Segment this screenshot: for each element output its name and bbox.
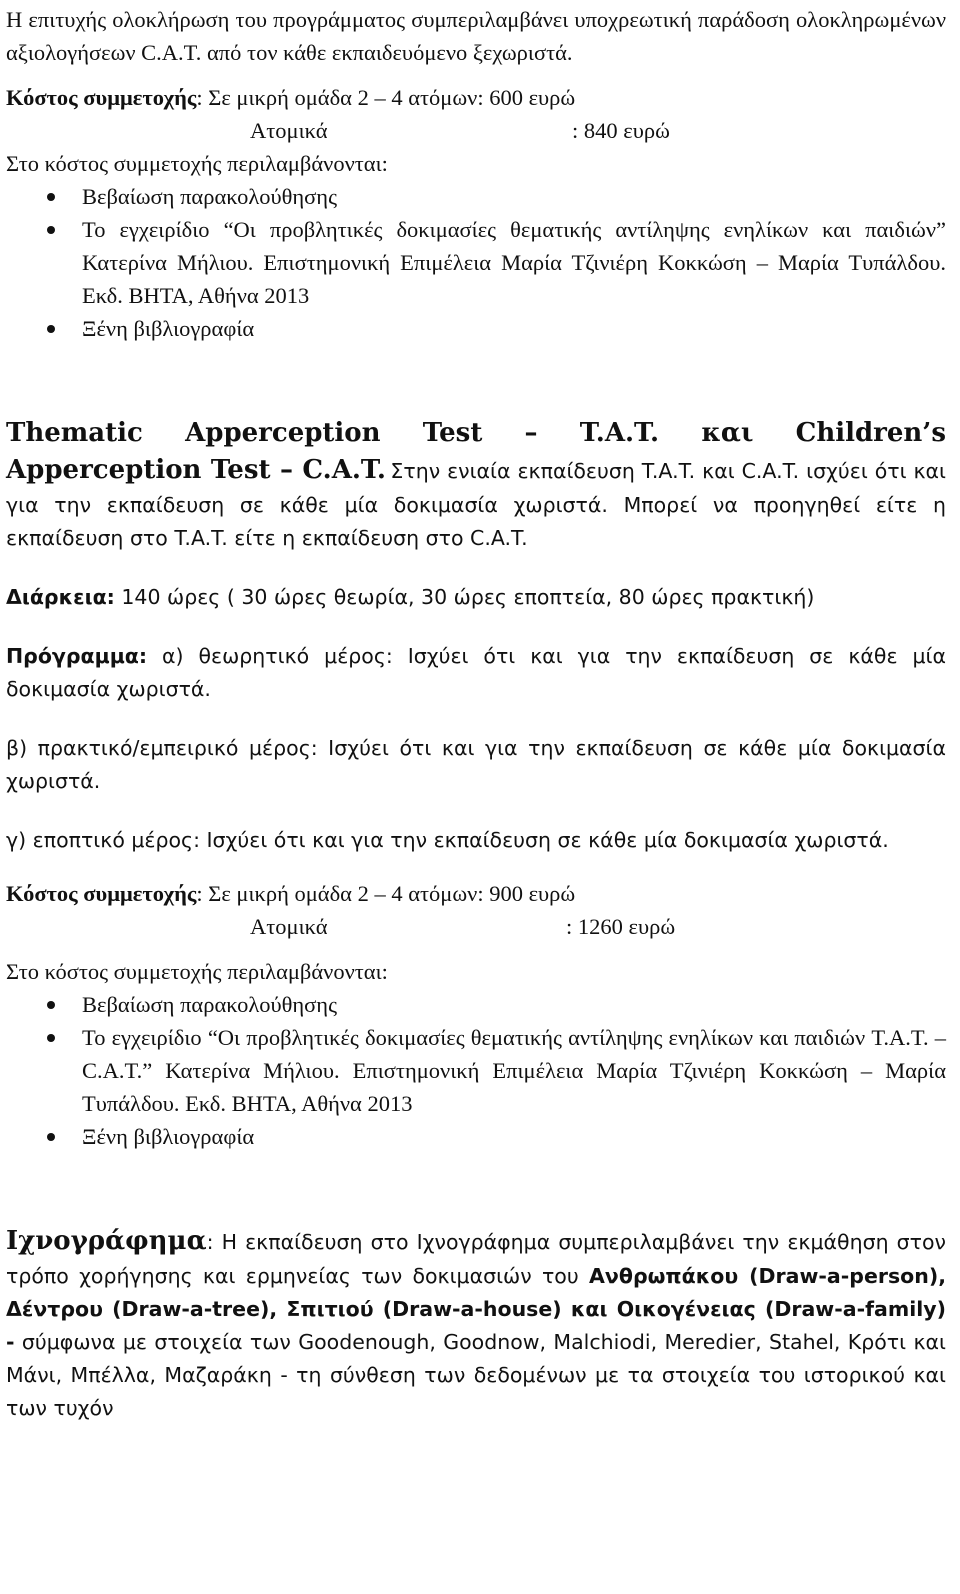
cost-individual-line [6, 114, 946, 147]
cost-group-text: : Σε μικρή ομάδα 2 – 4 ατόμων: 600 ευρώ [196, 85, 576, 110]
ichnografima-tests: Ανθρωπάκου (Draw-a-person), Δέντρου (Draw-a-tree), Σπιτιού (Draw-a-house) και Οικογένειας (Draw-a-family) - [6, 1264, 946, 1354]
ichnografima-text-2: σύμφωνα με στοιχεία των Goodenough, Goodnow, Malchiodi, Meredier, Stahel, Κρότι και Μάνι, Μπέλλα, Μαζαράκη - τη σύνθεση των δεδομένων με τα στοιχεία του ιστορικού και των τυχόν [6, 1330, 946, 1420]
intro-paragraph [6, 0, 946, 69]
list-item: Το εγχειρίδιο “Οι προβλητικές δοκιμασίες θεματικής αντίληψης ενηλίκων και παιδιών T.A.T. – C.A.T.” Κατερίνα Μήλιου. Επιστημονική Επιμέλεια Μαρία Τζινιέρη Κοκκώση – Μαρία Τυπάλδου. Εκδ. ΒΗΤΑ, Αθήνα 2013 [6, 1021, 946, 1120]
cost-individual-value: : 1260 ευρώ [566, 914, 676, 939]
program-b [6, 732, 946, 798]
tat-cat-heading: Thematic Apperception Test – T.A.T. και Children’s Apperception Test – C.A.T. [6, 418, 946, 485]
intro-text: Η επιτυχής ολοκλήρωση του προγράμματος συμπεριλαμβάνει υποχρεωτική παράδοση ολοκληρωμένων αξιολογήσεων C.A.T. από τον κάθε εκπαιδευόμενο ξεχωριστά. [6, 7, 946, 65]
cost-individual-label: Ατομικά [250, 914, 328, 939]
tat-cat-text: Στην ενιαία εκπαίδευση T.A.T. και C.A.T. ισχύει ότι και για την εκπαίδευση σε κάθε μία δοκιμασία χωριστά. Μπορεί να προηγηθεί είτε η εκπαίδευση στο T.A.T. είτε η εκπαίδευση στο C.A.T. [6, 459, 946, 550]
cost-group-text: : Σε μικρή ομάδα 2 – 4 ατόμων: 900 ευρώ [196, 881, 576, 906]
list-item: Ξένη βιβλιογραφία [6, 1120, 946, 1153]
ichnografima-label: Ιχνογράφημα [6, 1226, 207, 1256]
duration-text: 140 ώρες ( 30 ώρες θεωρία, 30 ώρες εποπτεία, 80 ώρες πρακτική) [121, 585, 815, 609]
program-a-text: α) θεωρητικό μέρος: Ισχύει ότι και για την εκπαίδευση σε κάθε μία δοκιμασία χωριστά. [6, 644, 946, 701]
program-c [6, 824, 946, 857]
ichnografima-text-1: : Η εκπαίδευση στο Ιχνογράφημα συμπεριλαμβάνει την εκμάθηση στον τρόπο χορήγησης και ερμηνείας των δοκιμασιών του [6, 1230, 946, 1288]
cost-section-2 [6, 877, 946, 1153]
program-a [6, 640, 946, 706]
list-item: Βεβαίωση παρακολούθησης [6, 988, 946, 1021]
cost-label: Κόστος συμμετοχής [6, 881, 197, 906]
cost-includes-list [6, 180, 946, 345]
program-label: Πρόγραμμα: [6, 644, 148, 668]
cost-individual-line [6, 910, 946, 943]
cost-individual-value: : 840 ευρώ [572, 118, 670, 143]
cost-individual-label: Ατομικά [250, 118, 328, 143]
ichnografima-section [6, 1223, 946, 1425]
duration-label: Διάρκεια: [6, 585, 115, 609]
list-item: Το εγχειρίδιο “Οι προβλητικές δοκιμασίες θεματικής αντίληψης ενηλίκων και παιδιών” Κατερίνα Μήλιου. Επιστημονική Επιμέλεια Μαρία Τζινιέρη Κοκκώση – Μαρία Τυπάλδου. Εκδ. ΒΗΤΑ, Αθήνα 2013 [6, 213, 946, 312]
program-b-text: β) πρακτικό/εμπειρικό μέρος: Ισχύει ότι και για την εκπαίδευση σε κάθε μία δοκιμασία χωριστά. [6, 736, 946, 793]
cost-group-line [6, 877, 946, 910]
program-c-text: γ) εποπτικό μέρος: Ισχύει ότι και για την εκπαίδευση σε κάθε μία δοκιμασία χωριστά. [6, 828, 889, 852]
cost-includes-list [6, 988, 946, 1153]
cost-section-1 [6, 81, 946, 345]
list-item: Ξένη βιβλιογραφία [6, 312, 946, 345]
tat-cat-section [6, 415, 946, 555]
cost-group-line [6, 81, 946, 114]
cost-includes-label: Στο κόστος συμμετοχής περιλαμβάνονται: [6, 959, 388, 984]
duration-line [6, 581, 946, 614]
cost-includes-label: Στο κόστος συμμετοχής περιλαμβάνονται: [6, 151, 388, 176]
list-item: Βεβαίωση παρακολούθησης [6, 180, 946, 213]
cost-label: Κόστος συμμετοχής [6, 85, 197, 110]
